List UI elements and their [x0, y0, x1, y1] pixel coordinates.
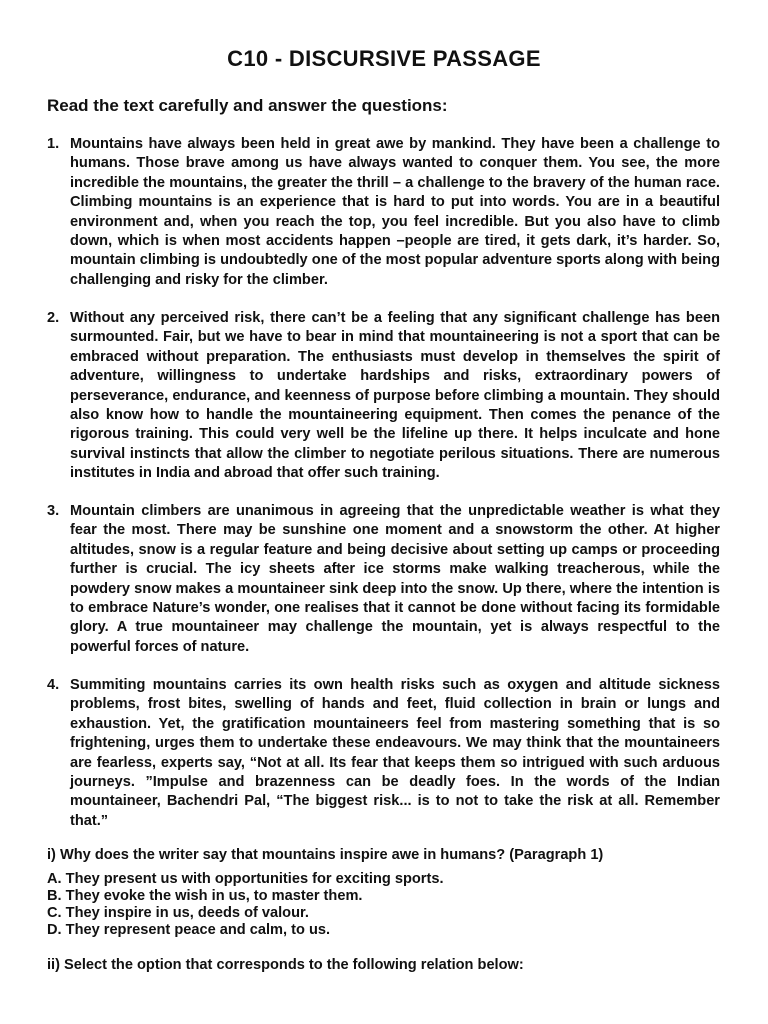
answer-options	[47, 871, 444, 939]
paragraph-text: Mountains have always been held in great awe by mankind. They have been a challenge to humans. Those brave among us have always wanted to conquer them. You see, the more incredible the mountains, the greater the thrill – a challenge to the bravery of the human race. Climbing mountains is an experience that is hard to put into words. You are in a beautiful environment and, when you reach the top, you feel incredible. But you also have to climb down, which is when most accidents happen –people are tired, it gets dark, it’s harder. So, mountain climbing is undoubtedly one of the most popular adventure sports along with being challenging and risky for the climber.	[70, 136, 720, 288]
paragraph-text: Without any perceived risk, there can’t be a feeling that any significant challenge has been surmounted. Fair, but we have to bear in mind that mountaineering is not a sport that can be embraced without preparation. The enthusiasts must develop in themselves the spirit of adventure, willingness to undertake hardships and risks, extraordinary powers of perseverance, endurance, and keenness of purpose before climbing a mountain. They should also know how to handle the mountaineering equipment. Then comes the penance of the rigorous training. This could very well be the lifeline up there. It helps inculcate and hone survival instincts that allow the climber to negotiate perilous situations. There are numerous institutes in India and abroad that offer such training.	[70, 310, 720, 482]
option-c: C. They inspire in us, deeds of valour.	[47, 905, 309, 921]
paragraph-1	[47, 135, 720, 290]
instruction-heading: Read the text carefully and answer the questions:	[47, 96, 448, 115]
question-1: i) Why does the writer say that mountains inspire awe in humans? (Paragraph 1)	[47, 847, 604, 863]
paragraph-number: 3.	[47, 503, 60, 519]
page-title: C10 - DISCURSIVE PASSAGE	[227, 46, 541, 71]
paragraph-2	[47, 309, 720, 484]
paragraph-number: 4.	[47, 677, 60, 693]
paragraph-4	[47, 676, 720, 831]
paragraph-text: Summiting mountains carries its own health risks such as oxygen and altitude sickness problems, frost bites, swelling of hands and feet, fluid collection in brain or lungs and exhaustion. Yet, the gratification mountaineers feel from mastering something that is so frightening, urges them to undertake these endeavours. We may think that the mountaineers are fearless, experts say, “Not at all. Its fear that keeps them so intrigued with such arduous journeys. ”Impulse and brazenness can be deadly foes. In the words of the Indian mountaineer, Bachendri Pal, “The biggest risk... is to not to take the risk at all. Remember that.”	[70, 677, 720, 829]
question-2: ii) Select the option that corresponds to the following relation below:	[47, 957, 524, 973]
paragraph-3	[47, 502, 720, 657]
option-b: B. They evoke the wish in us, to master them.	[47, 888, 363, 904]
paragraph-number: 2.	[47, 310, 60, 326]
option-a: A. They present us with opportunities for exciting sports.	[47, 871, 444, 887]
paragraph-text: Mountain climbers are unanimous in agreeing that the unpredictable weather is what they fear the most. There may be sunshine one moment and a snowstorm the other. At higher altitudes, snow is a regular feature and being decisive about setting up camps or proceeding further is crucial. The icy sheets after ice storms make walking treacherous, while the powdery snow makes a mountaineer sink deep into the snow. Up there, where the intention is to embrace Nature’s wonder, one realises that it cannot be done without facing its formidable glory. A true mountaineer may challenge the mountain, yet is always respectful to the powerful forces of nature.	[70, 503, 720, 655]
paragraph-number: 1.	[47, 136, 60, 152]
option-d: D. They represent peace and calm, to us.	[47, 922, 331, 938]
